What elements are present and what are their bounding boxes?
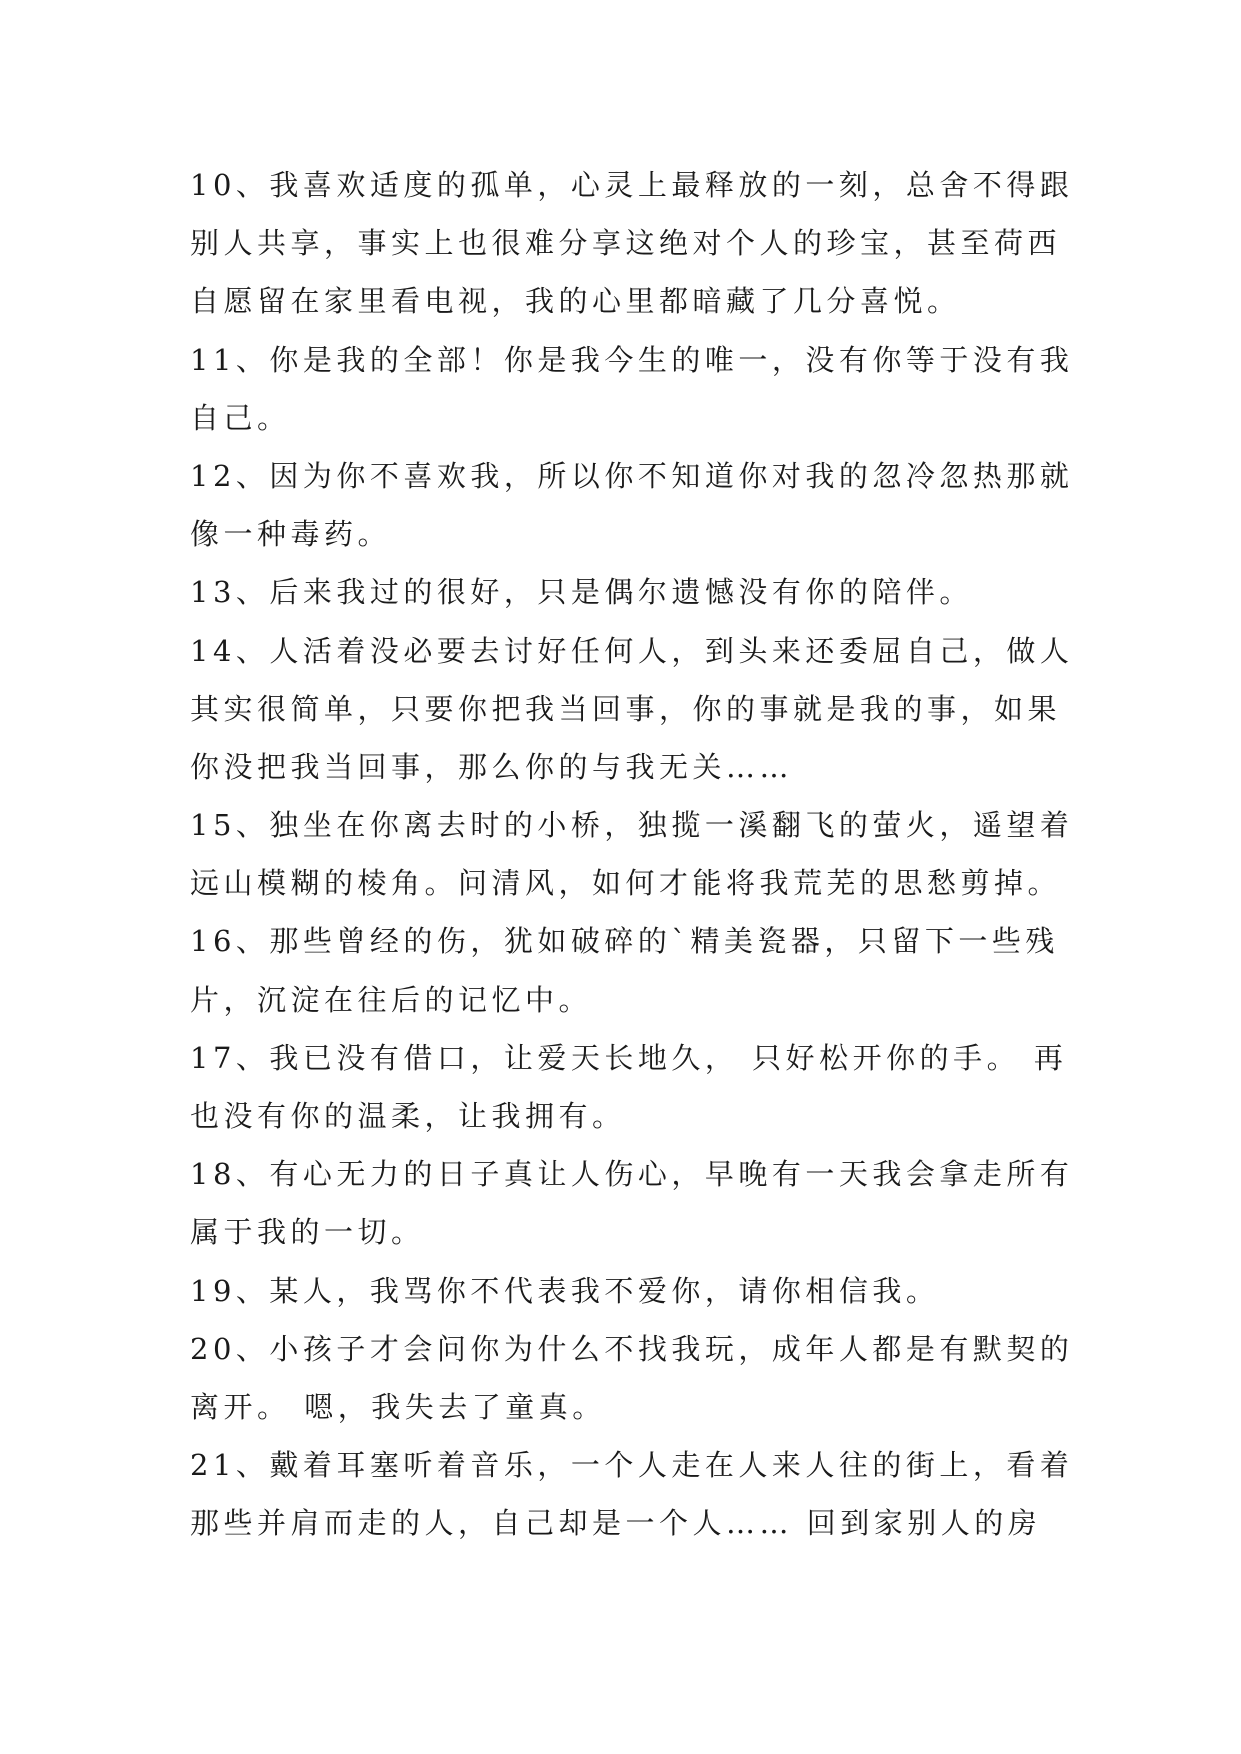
text-line: 21、戴着耳塞听着音乐，一个人走在人来人往的街上，看着 bbox=[190, 1448, 1074, 1483]
text-line: 离开。 嗯，我失去了童真。 bbox=[190, 1389, 606, 1424]
text-line: 你没把我当回事，那么你的与我无关…… bbox=[190, 749, 794, 784]
text-line: 18、有心无力的日子真让人伤心，早晚有一天我会拿走所有 bbox=[190, 1157, 1074, 1192]
text-line: 自愿留在家里看电视，我的心里都暗藏了几分喜悦。 bbox=[190, 284, 961, 319]
text-line: 远山模糊的棱角。问清风，如何才能将我荒芜的思愁剪掉。 bbox=[190, 866, 1062, 901]
text-line: 17、我已没有借口，让爱天长地久， 只好松开你的手。 再 bbox=[190, 1040, 1068, 1075]
text-line: 那些并肩而走的人，自己却是一个人…… 回到家别人的房 bbox=[190, 1506, 1042, 1541]
text-line: 其实很简单，只要你把我当回事，你的事就是我的事，如果 bbox=[190, 691, 1062, 726]
text-line: 14、人活着没必要去讨好任何人，到头来还委屈自己，做人 bbox=[190, 633, 1074, 668]
text-line: 13、后来我过的很好，只是偶尔遗憾没有你的陪伴。 bbox=[190, 575, 973, 610]
text-line: 16、那些曾经的伤，犹如破碎的`精美瓷器，只留下一些残 bbox=[190, 924, 1059, 959]
text-line: 20、小孩子才会问你为什么不找我玩，成年人都是有默契的 bbox=[190, 1331, 1074, 1366]
text-line: 也没有你的温柔，让我拥有。 bbox=[190, 1099, 626, 1133]
text-line: 15、独坐在你离去时的小桥，独揽一溪翻飞的萤火，遥望着 bbox=[190, 808, 1074, 843]
text-line: 12、因为你不喜欢我，所以你不知道你对我的忽冷忽热那就 bbox=[190, 458, 1074, 493]
text-line: 19、某人，我骂你不代表我不爱你，请你相信我。 bbox=[190, 1273, 940, 1308]
text-line: 10、我喜欢适度的孤单，心灵上最释放的一刻，总舍不得跟 bbox=[190, 168, 1074, 202]
text-line: 片，沉淀在往后的记忆中。 bbox=[190, 982, 593, 1017]
text-line: 11、你是我的全部！你是我今生的唯一，没有你等于没有我 bbox=[190, 342, 1074, 377]
text-line: 像一种毒药。 bbox=[190, 517, 392, 552]
text-line: 别人共享，事实上也很难分享这绝对个人的珍宝，甚至荷西 bbox=[190, 226, 1062, 261]
text-line: 自己。 bbox=[190, 400, 291, 435]
text-line: 属于我的一切。 bbox=[190, 1215, 425, 1250]
document-body bbox=[190, 156, 1090, 1553]
